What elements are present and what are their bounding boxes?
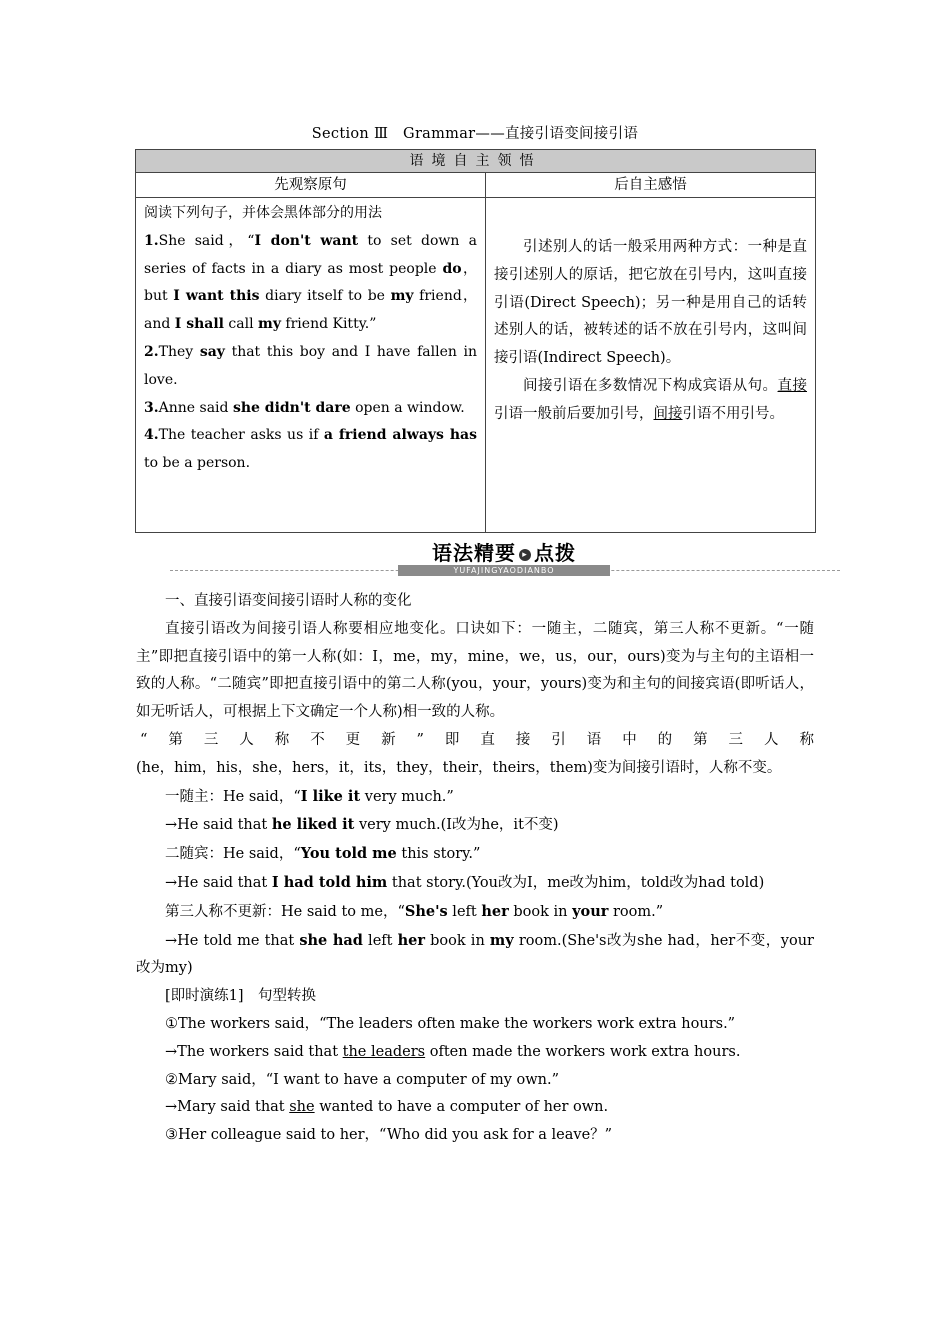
spread-char: “ <box>140 731 148 748</box>
example-sentences-cell <box>136 198 486 533</box>
sentence-1: 1.She said，“I don't want to set down a series of facts in a diary as most people do，but I want this diary itself to be my friend，and I shall call my friend Kitty.” <box>144 232 477 333</box>
practice-label: [即时演练1] 句型转换 <box>165 988 317 1005</box>
section-heading: 一、直接引语变间接引语时人称的变化 <box>165 593 412 609</box>
spread-char: ” <box>416 731 424 748</box>
intro-text: 阅读下列句子，并体会黑体部分的用法 <box>144 205 382 221</box>
spread-char: 第 <box>693 731 708 748</box>
spread-char: 人 <box>764 731 779 748</box>
table-header: 语境自主领悟 <box>136 150 816 173</box>
spread-char: 第 <box>168 731 183 748</box>
spread-char: 引 <box>551 731 566 748</box>
sentence-4: 4.The teacher asks us if a friend always has to be a person. <box>144 427 477 472</box>
spread-char: 接 <box>515 731 531 748</box>
observation-table <box>135 149 816 533</box>
example-3-result: →He told me that she had left her book in my room.(She's改为she had，her不变，your改为my) <box>136 931 814 977</box>
example-1: 一随主：He said，“I like it very much.” <box>165 787 454 805</box>
spread-char: 更 <box>345 731 361 748</box>
explanation-paragraph-1: 引述别人的话一般采用两种方式：一种是直接引述别人的原话，把它放在引号内，这叫直接引语(Direct Speech)；另一种是用自己的话转述别人的话，被转述的话不放在引号内，这叫间接引语(Indirect Speech)。 <box>494 239 807 367</box>
spread-char: 中 <box>622 731 637 748</box>
column-header-right: 后自主感悟 <box>486 173 816 198</box>
example-2-result: →He said that I had told him that story.(You改为I，me改为him，told改为had told) <box>165 873 765 891</box>
column-header-left: 先观察原句 <box>136 173 486 198</box>
sentence-2: 2.They say that this boy and I have fallen in love. <box>144 343 478 388</box>
explanation-paragraph-2: 间接引语在多数情况下构成宾语从句。直接引语一般前后要加引号，间接引语不用引号。 <box>494 377 808 422</box>
rule-paragraph-end: (he，him，his，she，hers，it，its，they，their，theirs，them)变为间接引语时，人称不变。 <box>136 759 782 776</box>
rule-paragraph: 直接引语改为间接引语人称要相应地变化。口诀如下：一随主，二随宾，第三人称不更新。“一随主”即把直接引语中的第一人称(如：I，me，my，mine，we，us，our，ours)变为与主句的主语相一致的人称。“二随宾”即把直接引语中的第二人称(you，your，yours)变为和主句的间接宾语(即听话人，如无听话人，可根据上下文确定一个人称)相一致的人称。 <box>136 620 814 721</box>
example-1-result: →He said that he liked it very much.(I改为he，it不变) <box>165 816 559 834</box>
practice-answer-2: →Mary said that she wanted to have a computer of her own. <box>165 1099 609 1116</box>
grammar-body <box>136 588 814 1150</box>
banner-title: 语法精要 ▸ 点拨 <box>426 541 582 565</box>
rule-spread-line <box>136 727 814 755</box>
spread-char: 三 <box>203 731 219 748</box>
practice-question-2: ②Mary said，“I want to have a computer of my own.” <box>165 1071 560 1088</box>
practice-answer-1: →The workers said that the leaders often made the workers work extra hours. <box>165 1043 741 1060</box>
spread-char: 即 <box>444 731 460 748</box>
example-2: 二随宾：He said，“You told me this story.” <box>165 845 481 863</box>
spread-char: 人 <box>239 731 254 748</box>
spread-char: 称 <box>274 731 290 748</box>
practice-question-1: ①The workers said，“The leaders often make the workers work extra hours.” <box>165 1015 736 1032</box>
practice-question-3: ③Her colleague said to her，“Who did you ask for a leave？” <box>165 1127 613 1144</box>
spread-char: 不 <box>310 731 325 748</box>
section-banner <box>398 537 610 577</box>
spread-char: 称 <box>799 731 814 748</box>
spread-char: 直 <box>480 731 495 748</box>
spread-char: 新 <box>381 731 396 748</box>
example-3: 第三人称不更新：He said to me，“She's left her book in your room.” <box>165 902 664 920</box>
spread-char: 语 <box>586 731 602 748</box>
spread-char: 三 <box>728 731 744 748</box>
page-title: Section Ⅲ Grammar——直接引语变间接引语 <box>311 126 639 142</box>
spread-char: 的 <box>657 731 673 748</box>
arrow-icon: ▸ <box>519 549 531 561</box>
banner-subtitle: YUFAJINGYAODIANBO <box>398 565 610 576</box>
explanation-cell <box>486 198 816 533</box>
sentence-3: 3.Anne said she didn't dare open a window. <box>144 399 465 416</box>
